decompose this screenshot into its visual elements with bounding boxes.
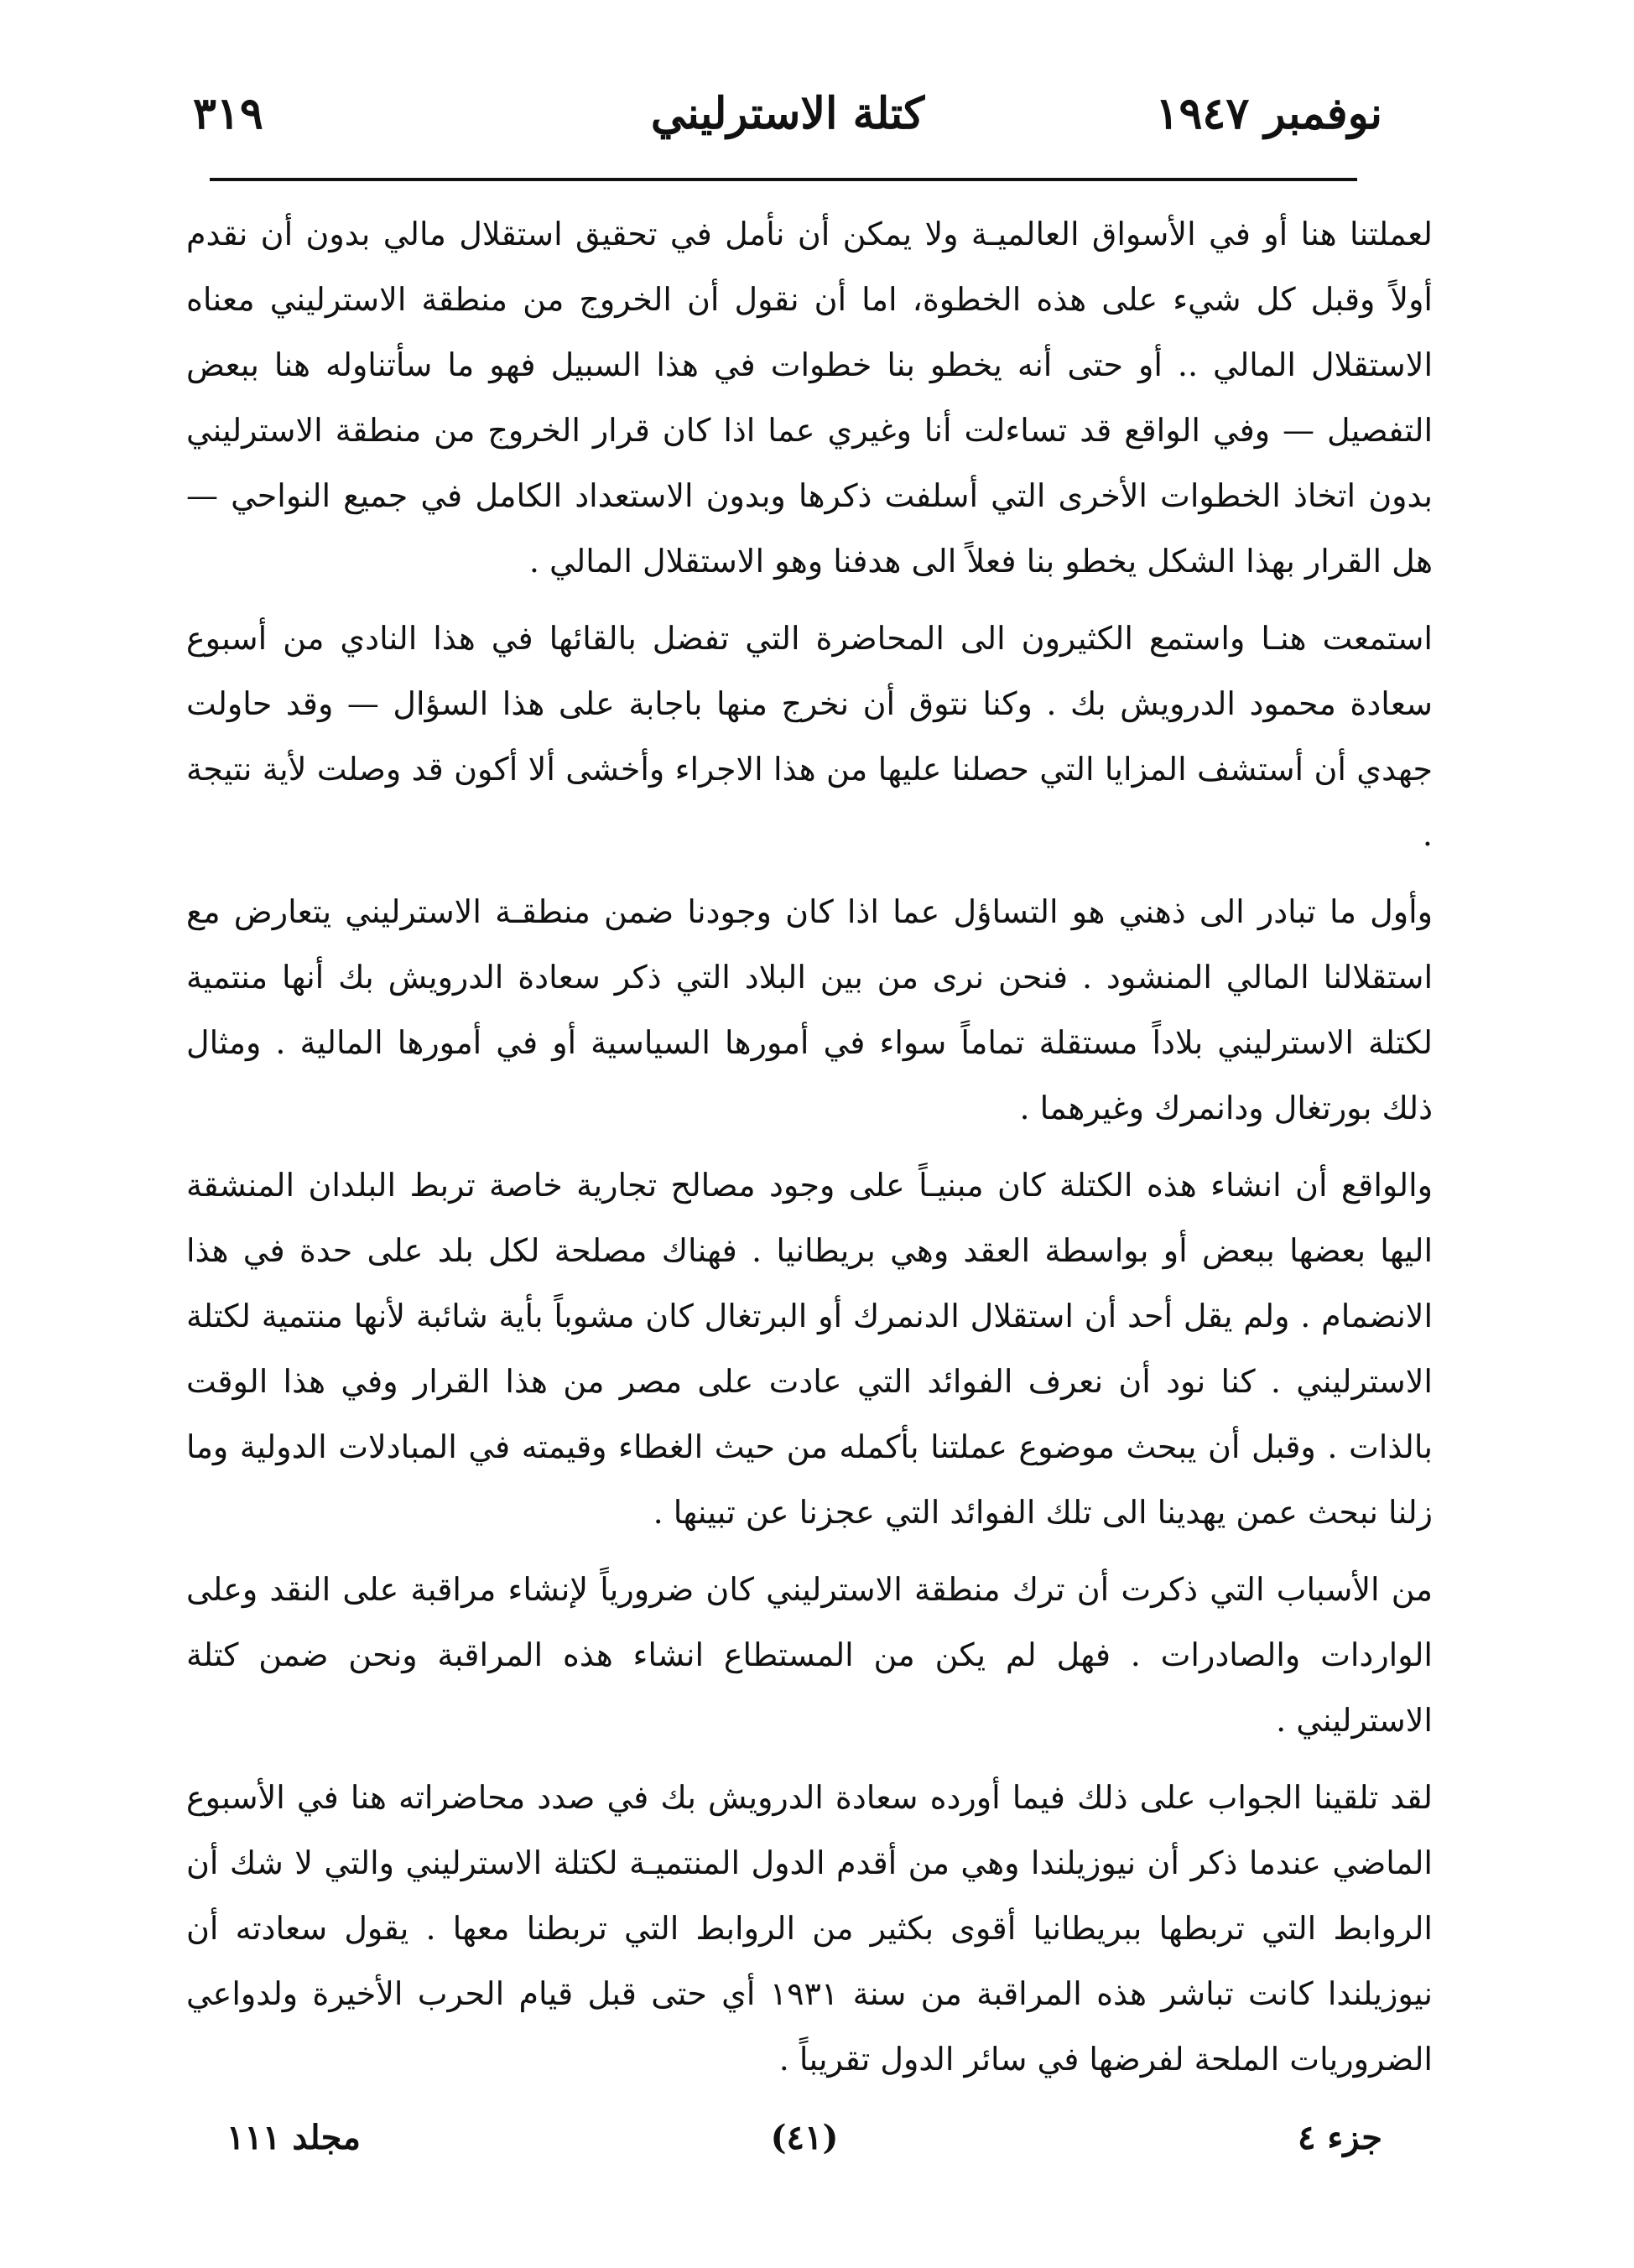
page-footer (226, 2118, 1382, 2177)
header-date: نوفمبر ١٩٤٧ (1155, 88, 1382, 139)
paragraph-4: والواقع أن انشاء هذه الكتلة كان مبنيـاً على وجود مصالح تجارية خاصة تربط البلدان المنشقة اليها بعضها ببعض أو بواسطة العقد وهي بريطانيا . فهناك مصلحة لكل بلد على حدة في هذا الانضمام . ولم يقل أحد أن استقلال الدنمرك أو البرتغال كان مشوباً بأية شائبة لأنها منتمية لكتلة الاسترليني . كنا نود أن نعرف الفوائد التي عادت على مصر من هذا القرار وفي هذا الوقت بالذات . وقبل أن يبحث موضوع عملتنا بأكمله من حيث الغطاء وقيمته في المبادلات الدولية وما زلنا نبحث عمن يهدينا الى تلك الفوائد التي عجزنا عن تبينها . (186, 1167, 1433, 1531)
paragraph-1: لعملتنا هنا أو في الأسواق العالميـة ولا يمكن أن نأمل في تحقيق استقلال مالي بدون أن نقدم أولاً وقبل كل شيء على هذه الخطوة، اما أن نقول أن الخروج من منطقة الاسترليني معناه الاستقلال المالي .. أو حتى أنه يخطو بنا خطوات في هذا السبيل فهو ما سأتناوله هنا ببعض التفصيل — وفي الواقع قد تساءلت أنا وغيري عما اذا كان قرار الخروج من منطقة الاسترليني بدون اتخاذ الخطوات الأخرى التي أسلفت ذكرها وبدون الاستعداد الكامل في جميع النواحي — هل القرار بهذا الشكل يخطو بنا فعلاً الى هدفنا وهو الاستقلال المالي . (186, 216, 1433, 580)
paragraph-6: لقد تلقينا الجواب على ذلك فيما أورده سعادة الدرويش بك في صدد محاضراته هنا في الأسبوع الماضي عندما ذكر أن نيوزيلندا وهي من أقدم الدول المنتميـة لكتلة الاسترليني والتي لا شك أن الروابط التي تربطها ببريطانيا أقوى بكثير من الروابط التي تربطنا معها . يقول سعادته أن نيوزيلندا كانت تباشر هذه المراقبة من سنة ١٩٣١ أي حتى قبل قيام الحرب الأخيرة ولدواعي الضروريات الملحة لفرضها في سائر الدول تقريباً . (186, 1779, 1433, 2078)
paragraph-3: وأول ما تبادر الى ذهني هو التساؤل عما اذا كان وجودنا ضمن منطقـة الاسترليني يتعارض مع استقلالنا المالي المنشود . فنحن نرى من بين البلاد التي ذكر سعادة الدرويش بك أنها منتمية لكتلة الاسترليني بلاداً مستقلة تماماً سواء في أمورها السياسية أو في أمورها المالية . ومثال ذلك بورتغال ودانمرك وغيرهما . (186, 893, 1433, 1126)
header-rule (210, 178, 1357, 181)
footer-sheet-number: (٤١) (770, 2118, 839, 2157)
paragraph-5: من الأسباب التي ذكرت أن ترك منطقة الاسترليني كان ضرورياً لإنشاء مراقبة على النقد وعلى الواردات والصادرات . فهل لم يكن من المستطاع انشاء هذه المراقبة ونحن ضمن كتلة الاسترليني . (186, 1571, 1433, 1739)
header-title: كتلة الاسترليني (650, 88, 925, 139)
footer-part: جزء ٤ (1297, 2118, 1382, 2157)
footer-volume: مجلد ١١١ (226, 2118, 361, 2157)
header-page-number: ٣١٩ (193, 88, 263, 139)
paragraph-2: استمعت هنـا واستمع الكثيرون الى المحاضرة التي تفضل بالقائها في هذا النادي من أسبوع سعادة محمود الدرويش بك . وكنا نتوق أن نخرج منها باجابة على هذا السؤال — وقد حاولت جهدي أن أستشف المزايا التي حصلنا عليها من هذا الاجراء وأخشى ألا أكون قد وصلت لأية نتيجة . (186, 620, 1433, 853)
page-header (193, 88, 1382, 164)
article-body (186, 201, 1433, 2114)
